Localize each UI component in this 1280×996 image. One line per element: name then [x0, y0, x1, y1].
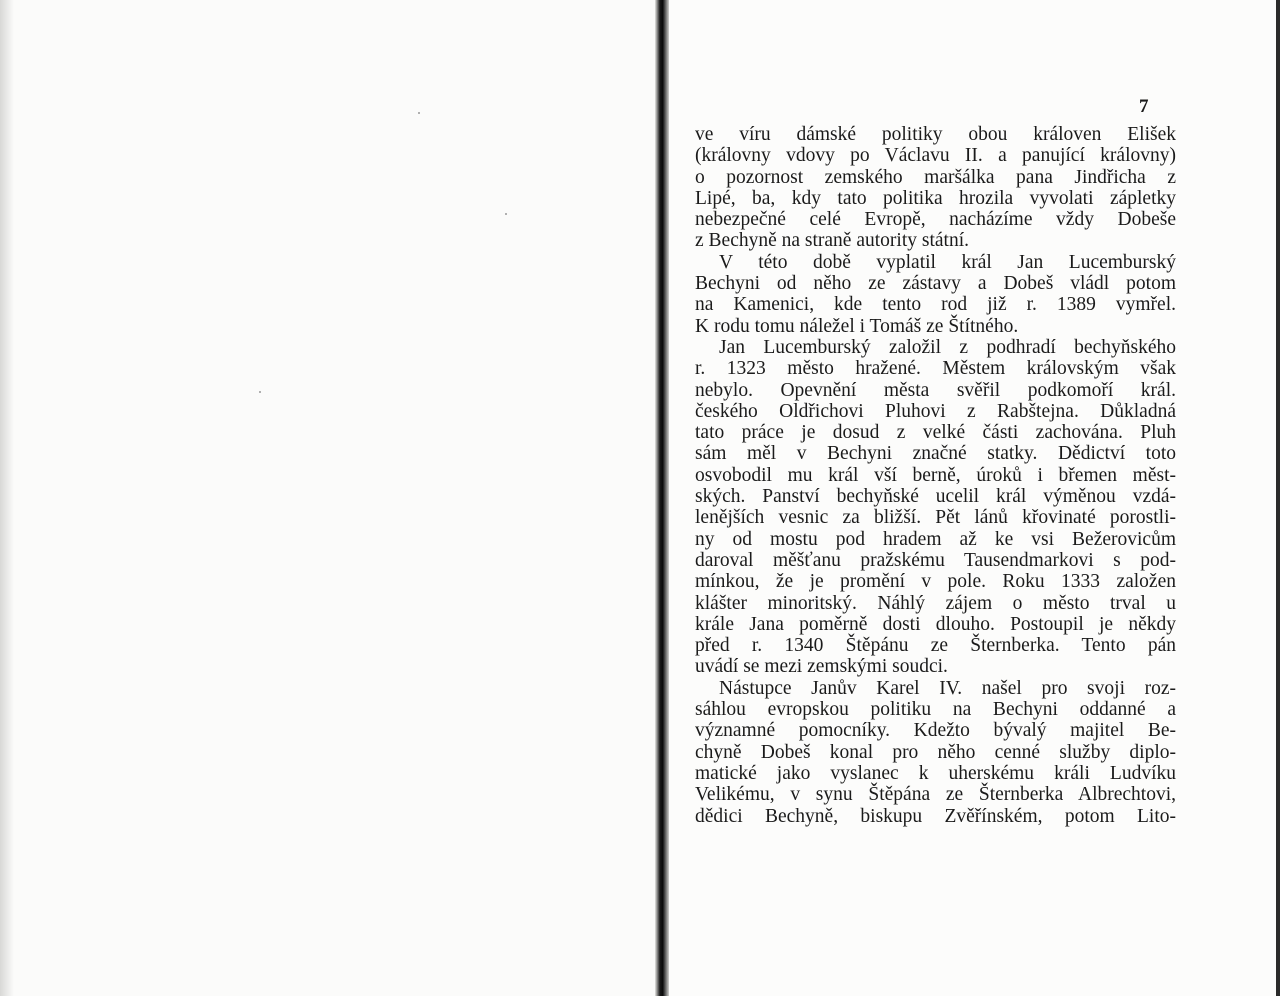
- paper-speck: [418, 112, 420, 114]
- text-line: ny od mostu pod hradem až ke vsi Bežerovicům: [695, 528, 1176, 550]
- text-line: Lipé, ba, kdy tato politika hrozila vyvolati zápletky: [695, 187, 1176, 209]
- text-line: dědici Bechyně, biskupu Zvěřínském, potom Lito-: [695, 805, 1176, 827]
- text-line: uvádí se mezi zemskými soudci.: [695, 656, 948, 678]
- text-line: mínkou, že je promění v pole. Roku 1333 založen: [695, 571, 1176, 593]
- text-line: Jan Lucemburský založil z podhradí bechyňského: [719, 336, 1176, 358]
- book-gutter: [655, 0, 669, 996]
- text-line: chyně Dobeš konal pro něho cenné služby diplo-: [695, 741, 1176, 763]
- text-line: (královny vdovy po Václavu II. a panující královny): [695, 145, 1176, 167]
- text-line: lenějších vesnic za bližší. Pět lánů křovinaté porostli-: [695, 507, 1176, 529]
- text-line: sám měl v Bechyni značné statky. Dědictví toto: [695, 443, 1176, 465]
- text-line: r. 1323 město hražené. Městem královským však: [695, 358, 1176, 380]
- text-line: klášter minoritský. Náhlý zájem o město trval u: [695, 592, 1176, 614]
- text-line: Nástupce Janův Karel IV. našel pro svoji roz-: [719, 677, 1176, 699]
- text-line: K rodu tomu náležel i Tomáš ze Štítného.: [695, 315, 1019, 337]
- paper-speck: [259, 391, 261, 393]
- text-line: významné pomocníky. Kdežto bývalý majitel Be-: [695, 720, 1176, 742]
- page-number: 7: [1139, 96, 1149, 117]
- text-line: ve víru dámské politiky obou královen Elišek: [695, 124, 1176, 145]
- page-text: [695, 124, 1176, 827]
- text-line: krále Jana poměrně dosti dlouho. Postoupil je někdy: [695, 613, 1176, 635]
- text-line: sáhlou evropskou politiku na Bechyni oddanné a: [695, 699, 1176, 721]
- text-line: V této době vyplatil král Jan Lucemburský: [719, 251, 1176, 273]
- text-line: ských. Panství bechyňské ucelil král výměnou vzdá-: [695, 486, 1176, 508]
- text-line: nebylo. Opevnění města svěřil podkomoří král.: [695, 379, 1176, 401]
- text-line: Velikému, v synu Štěpána ze Šternberka Albrechtovi,: [695, 784, 1176, 806]
- text-line: nebezpečné celé Evropě, nacházíme vždy Dobeše: [695, 209, 1176, 231]
- text-line: z Bechyně na straně autority státní.: [695, 230, 969, 252]
- text-page: [669, 0, 1280, 996]
- text-line: osvobodil mu král vší berně, úroků i břemen měst-: [695, 464, 1176, 486]
- text-line: Bechyni od něho ze zástavy a Dobeš vládl potom: [695, 273, 1176, 295]
- text-line: daroval měšťanu pražskému Tausendmarkovi s pod-: [695, 549, 1176, 571]
- text-line: před r. 1340 Štěpánu ze Šternberka. Tento pán: [695, 635, 1176, 657]
- text-line: o pozornost zemského maršálka pana Jindřicha z: [695, 166, 1176, 188]
- text-line: matické jako vyslanec k uherskému králi Ludvíku: [695, 762, 1176, 784]
- paper-speck: [505, 213, 507, 215]
- text-line: na Kamenici, kde tento rod již r. 1389 vymřel.: [695, 294, 1176, 316]
- text-line: českého Oldřichovi Pluhovi z Rabštejna. Důkladná: [695, 400, 1176, 422]
- text-line: tato práce je dosud z velké části zachována. Pluh: [695, 422, 1176, 444]
